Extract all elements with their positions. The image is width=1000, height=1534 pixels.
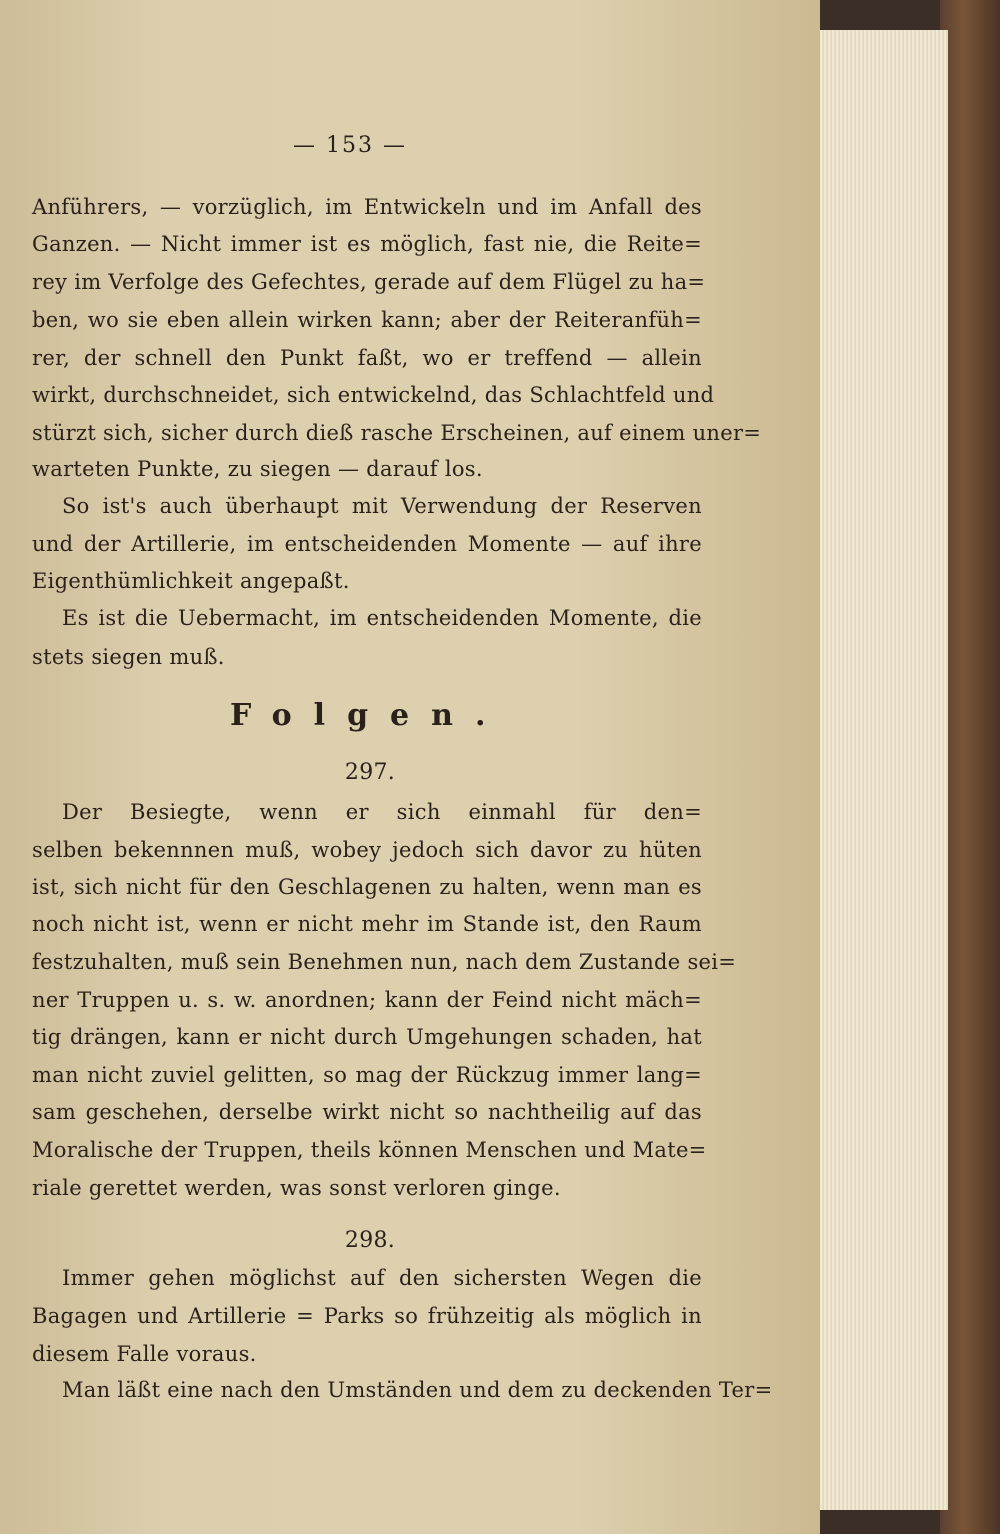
text-line: Es ist die Uebermacht, im entscheidenden Momente, die — [62, 606, 702, 630]
book-cover-edge — [940, 0, 1000, 1534]
text-line: Eigenthümlichkeit angepaßt. — [32, 569, 350, 593]
page-block-edge — [818, 30, 948, 1510]
text-line: So ist's auch überhaupt mit Verwendung der Reserven — [62, 494, 702, 518]
text-line: riale gerettet werden, was sonst verloren ginge. — [32, 1176, 561, 1200]
text-line: und der Artillerie, im entscheidenden Momente — auf ihre — [32, 532, 702, 556]
text-line: sam geschehen, derselbe wirkt nicht so nachtheilig auf das — [32, 1100, 702, 1124]
text-line: Ganzen. — Nicht immer ist es möglich, fast nie, die Reite= — [32, 232, 702, 256]
section-number: 298. — [344, 1228, 396, 1253]
text-line: Man läßt eine nach den Umständen und dem zu deckenden Ter= — [62, 1378, 773, 1402]
text-line: wirkt, durchschneidet, sich entwickelnd, das Schlachtfeld und — [32, 383, 715, 407]
text-line: Immer gehen möglichst auf den sichersten Wegen die — [62, 1266, 702, 1290]
page-header: — 153 — — [293, 133, 407, 158]
text-line: ist, sich nicht für den Geschlagenen zu halten, wenn man es — [32, 875, 702, 899]
text-line: Anführers, — vorzüglich, im Entwickeln und im Anfall des — [32, 195, 702, 219]
text-line: noch nicht ist, wenn er nicht mehr im Stande ist, den Raum — [32, 912, 702, 936]
text-line: Moralische der Truppen, theils können Menschen und Mate= — [32, 1138, 707, 1162]
text-line: tig drängen, kann er nicht durch Umgehungen schaden, hat — [32, 1025, 702, 1049]
text-line: stürzt sich, sicher durch dieß rasche Erscheinen, auf einem uner= — [32, 421, 762, 445]
text-line: ben, wo sie eben allein wirken kann; aber der Reiteranfüh= — [32, 308, 702, 332]
text-line: festzuhalten, muß sein Benehmen nun, nach dem Zustande sei= — [32, 950, 737, 974]
text-line: rer, der schnell den Punkt faßt, wo er treffend — allein — [32, 346, 702, 370]
section-heading: Folgen. — [230, 698, 508, 733]
text-line: Bagagen und Artillerie = Parks so frühzeitig als möglich in — [32, 1304, 702, 1328]
text-line: stets siegen muß. — [32, 645, 225, 669]
text-line: selben bekennnen muß, wobey jedoch sich davor zu hüten — [32, 838, 702, 862]
text-line: Der Besiegte, wenn er sich einmahl für den= — [62, 800, 702, 824]
text-line: diesem Falle voraus. — [32, 1342, 257, 1366]
section-number: 297. — [344, 760, 396, 785]
text-line: ner Truppen u. s. w. anordnen; kann der Feind nicht mäch= — [32, 988, 702, 1012]
text-line: warteten Punkte, zu siegen — darauf los. — [32, 457, 483, 481]
text-line: rey im Verfolge des Gefechtes, gerade auf dem Flügel zu ha= — [32, 270, 706, 294]
text-line: man nicht zuviel gelitten, so mag der Rückzug immer lang= — [32, 1063, 702, 1087]
